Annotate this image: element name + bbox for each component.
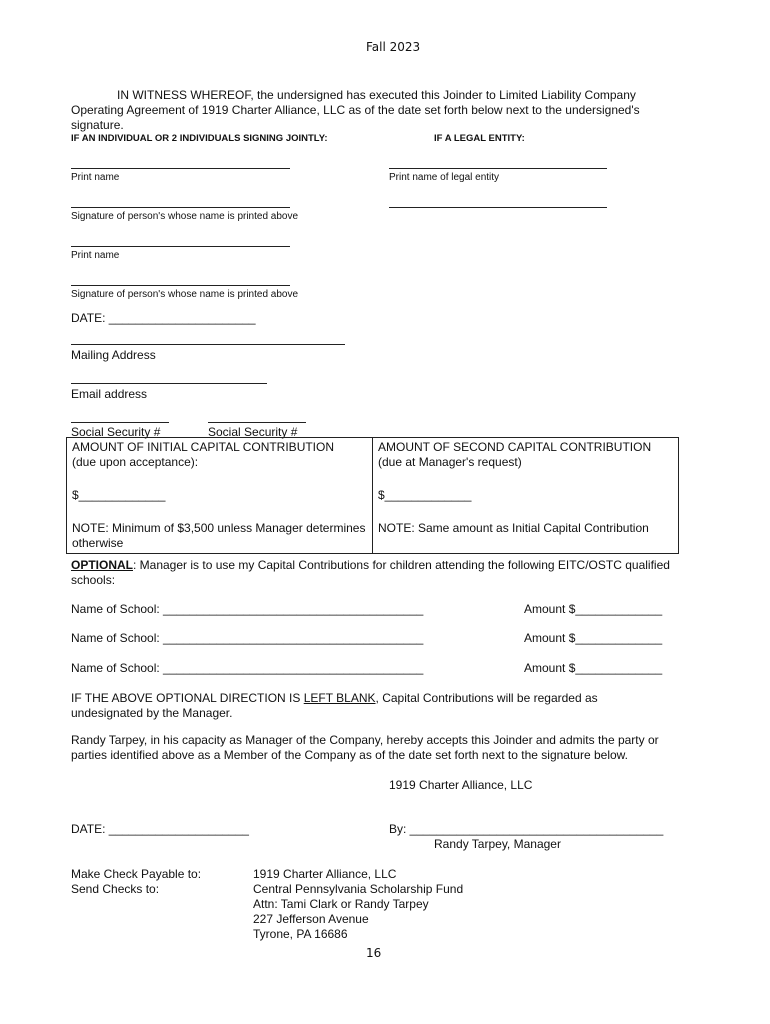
manager-signature-field[interactable]: By: ______________________________________ [389, 822, 664, 836]
email-address-label: Email address [71, 387, 148, 401]
left-blank-post: , Capital Contributions will be regarded as undesignated by the Manager. [71, 691, 598, 720]
address-line-3: Attn: Tami Clark or Randy Tarpey [253, 897, 429, 911]
entity-signature-line[interactable] [389, 207, 607, 208]
ssn-label-2: Social Security # [208, 425, 298, 439]
school-name-field-3[interactable]: Name of School: _______________________________________ [71, 661, 424, 675]
print-name-label-2: Print name [71, 250, 120, 261]
initial-contribution-amount[interactable]: $_____________ [72, 488, 166, 502]
manager-date-field[interactable]: DATE: _____________________ [71, 822, 249, 836]
school-amount-field-2[interactable]: Amount $_____________ [524, 631, 663, 645]
optional-text: : Manager is to use my Capital Contributions for children attending the following EITC/OSTC qualified schools: [71, 558, 670, 587]
school-amount-field-1[interactable]: Amount $_____________ [524, 602, 663, 616]
left-blank-underlined: LEFT BLANK [303, 691, 376, 705]
signature-label-2: Signature of person's whose name is printed above [71, 289, 299, 300]
address-line-1: 1919 Charter Alliance, LLC [253, 867, 397, 881]
print-name-label-1: Print name [71, 172, 120, 183]
school-amount-field-3[interactable]: Amount $_____________ [524, 661, 663, 675]
initial-contribution-note: NOTE: Minimum of $3,500 unless Manager determines otherwise [72, 521, 366, 550]
second-contribution-title: AMOUNT OF SECOND CAPITAL CONTRIBUTION [378, 440, 652, 454]
initial-contribution-title: AMOUNT OF INITIAL CAPITAL CONTRIBUTION [72, 440, 335, 454]
left-blank-pre: IF THE ABOVE OPTIONAL DIRECTION IS [71, 691, 304, 705]
address-line-5: Tyrone, PA 16686 [253, 927, 348, 941]
ssn-line-1[interactable] [71, 422, 169, 423]
ssn-line-2[interactable] [208, 422, 306, 423]
payable-label: Make Check Payable to: [71, 867, 202, 881]
acceptance-paragraph: Randy Tarpey, in his capacity as Manager of the Company, hereby accepts this Joinder and admits the party or parties identified above as a Member of the Company as of the date set forth next to the signature below. [71, 733, 659, 762]
second-contribution-cell [373, 438, 679, 554]
capital-contribution-table [66, 437, 679, 554]
entity-name-label: Print name of legal entity [389, 172, 500, 183]
mailing-address-label: Mailing Address [71, 348, 156, 362]
payment-address [253, 867, 463, 942]
second-contribution-amount[interactable]: $_____________ [378, 488, 472, 502]
signature-line-2[interactable] [71, 285, 290, 286]
entity-heading: IF A LEGAL ENTITY: [434, 133, 525, 144]
member-date-field[interactable]: DATE: ______________________ [71, 311, 256, 325]
print-name-line-2[interactable] [71, 246, 290, 247]
second-contribution-sub: (due at Manager's request) [378, 455, 522, 469]
optional-label: OPTIONAL [71, 558, 133, 572]
send-label: Send Checks to: [71, 882, 160, 896]
page-header-term: Fall 2023 [366, 40, 421, 54]
address-line-2: Central Pennsylvania Scholarship Fund [253, 882, 464, 896]
company-name: 1919 Charter Alliance, LLC [389, 778, 533, 792]
school-name-field-2[interactable]: Name of School: _______________________________________ [71, 631, 424, 645]
entity-name-line[interactable] [389, 168, 607, 169]
left-blank-notice [71, 691, 671, 721]
email-address-line[interactable] [71, 383, 267, 384]
individual-heading: IF AN INDIVIDUAL OR 2 INDIVIDUALS SIGNING JOINTLY: [71, 133, 328, 144]
ssn-label-1: Social Security # [71, 425, 161, 439]
optional-paragraph [71, 558, 676, 588]
mailing-address-line[interactable] [71, 344, 345, 345]
signature-line-1[interactable] [71, 207, 290, 208]
page-number: 16 [366, 946, 382, 960]
manager-name: Randy Tarpey, Manager [434, 837, 561, 851]
school-name-field-1[interactable]: Name of School: _______________________________________ [71, 602, 424, 616]
initial-contribution-sub: (due upon acceptance): [72, 455, 199, 469]
initial-contribution-cell [67, 438, 373, 554]
second-contribution-note: NOTE: Same amount as Initial Capital Contribution [378, 521, 649, 535]
print-name-line-1[interactable] [71, 168, 290, 169]
witness-paragraph: IN WITNESS WHEREOF, the undersigned has executed this Joinder to Limited Liability Company Operating Agreement of 1919 Charter Alliance, LLC as of the date set forth below next to the undersigned's signature. [71, 88, 640, 132]
signature-label-1: Signature of person's whose name is printed above [71, 211, 299, 222]
address-line-4: 227 Jefferson Avenue [253, 912, 369, 926]
